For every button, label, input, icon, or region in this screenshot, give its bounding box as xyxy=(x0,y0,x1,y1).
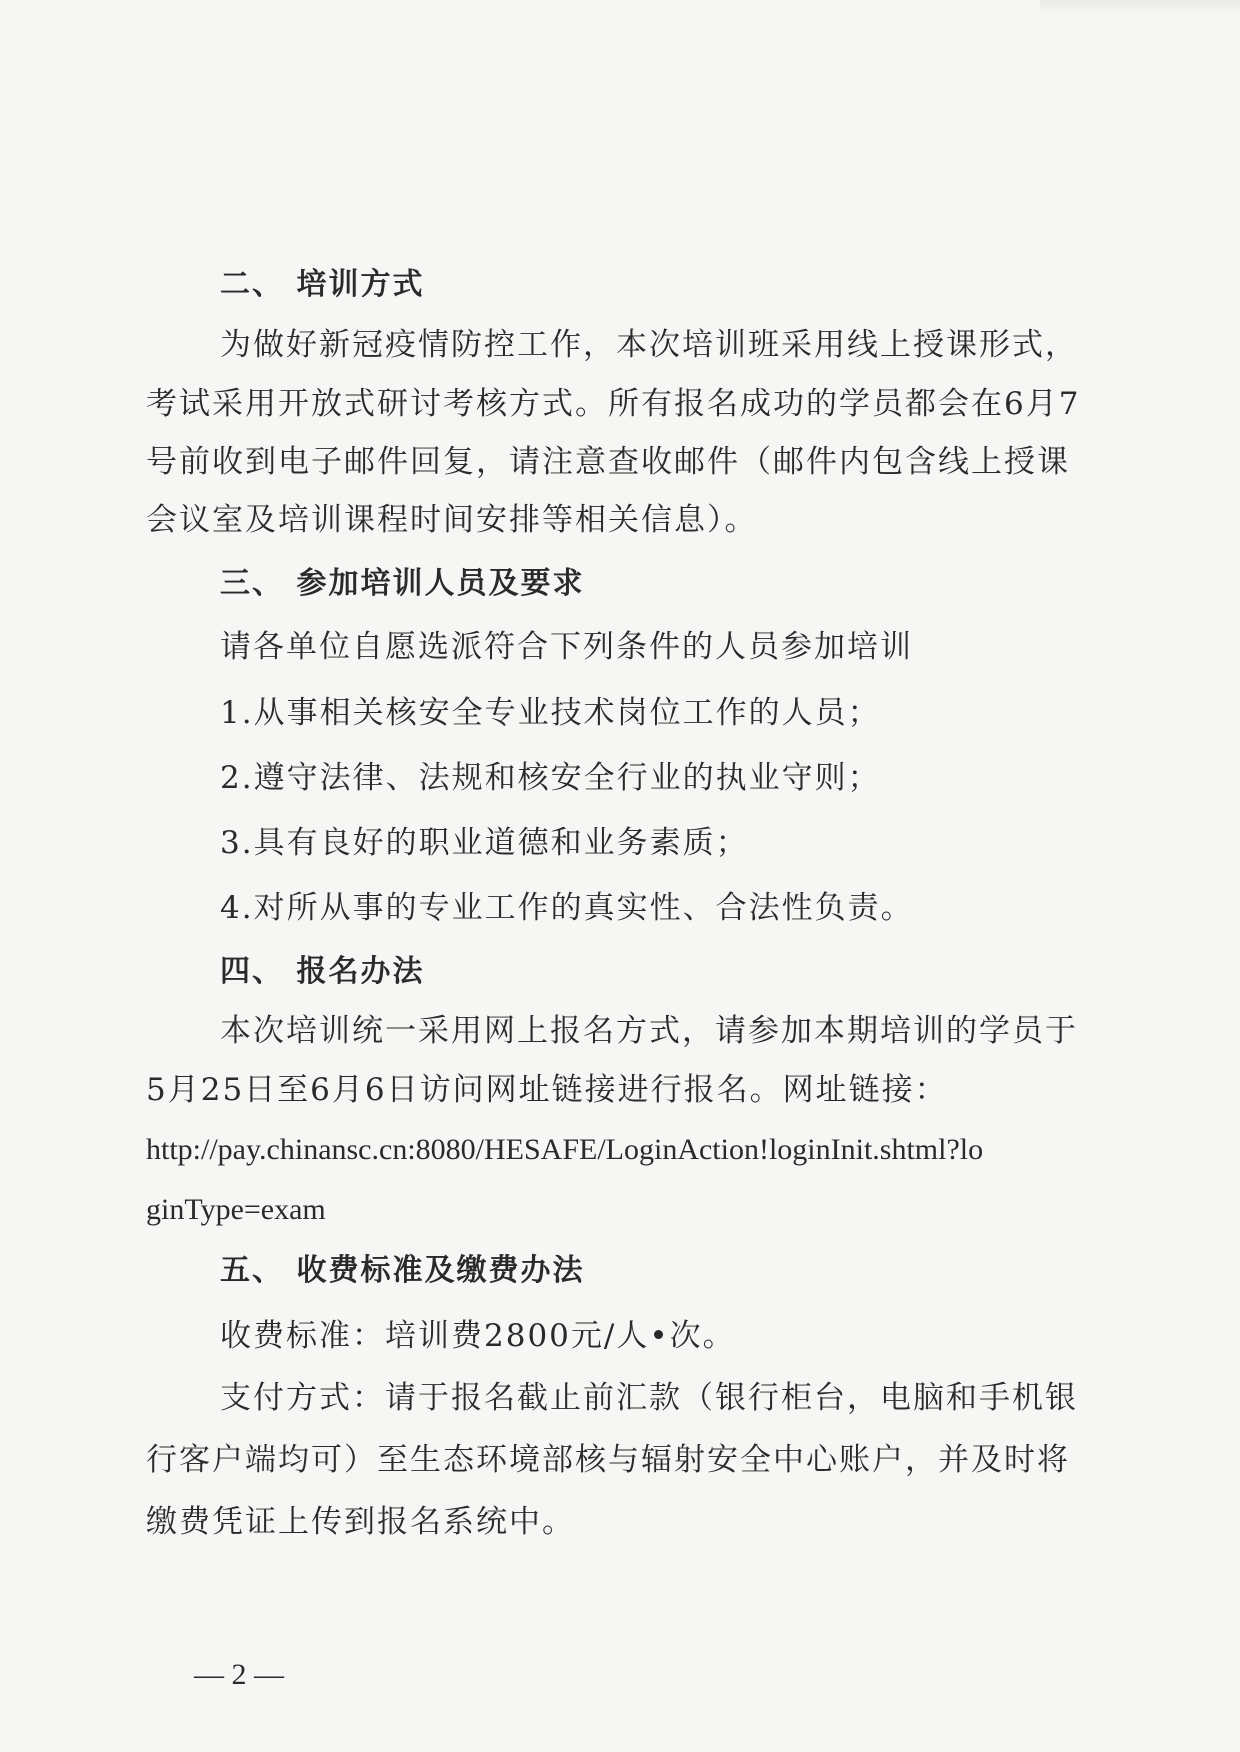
section-2-paragraph-line-2: 考试采用开放式研讨考核方式。所有报名成功的学员都会在6月7 xyxy=(146,386,1081,422)
section-5-payment-line-1: 支付方式：请于报名截止前汇款（银行柜台，电脑和手机银 xyxy=(220,1380,1078,1416)
section-4-paragraph-line-1: 本次培训统一采用网上报名方式，请参加本期培训的学员于 xyxy=(220,1013,1078,1049)
section-4-heading: 四、 报名办法 xyxy=(220,954,425,989)
scan-edge-shadow xyxy=(1040,0,1240,14)
section-3-item-1: 1.从事相关核安全专业技术岗位工作的人员； xyxy=(220,695,881,731)
section-4-paragraph-line-2: 5月25日至6月6日访问网址链接进行报名。网址链接： xyxy=(146,1072,948,1108)
section-5-fee-standard: 收费标准：培训费2800元/人•次。 xyxy=(220,1318,736,1354)
section-5-payment-line-2: 行客户端均可）至生态环境部核与辐射安全中心账户，并及时将 xyxy=(146,1442,1070,1478)
section-3-item-3: 3.具有良好的职业道德和业务素质； xyxy=(220,825,749,861)
section-3-item-2: 2.遵守法律、法规和核安全行业的执业守则； xyxy=(220,760,881,796)
section-2-heading: 二、 培训方式 xyxy=(220,267,425,302)
section-2-paragraph-line-4: 会议室及培训课程时间安排等相关信息）。 xyxy=(146,502,758,538)
section-5-payment-line-3: 缴费凭证上传到报名系统中。 xyxy=(146,1504,575,1540)
page-number: — 2 — xyxy=(194,1658,284,1691)
section-3-item-4: 4.对所从事的专业工作的真实性、合法性负责。 xyxy=(220,890,914,926)
section-3-intro: 请各单位自愿选派符合下列条件的人员参加培训 xyxy=(220,629,913,665)
section-2-paragraph-line-3: 号前收到电子邮件回复，请注意查收邮件（邮件内包含线上授课 xyxy=(146,444,1070,480)
section-3-heading: 三、 参加培训人员及要求 xyxy=(220,566,585,601)
section-2-paragraph-line-1: 为做好新冠疫情防控工作，本次培训班采用线上授课形式， xyxy=(220,327,1078,363)
registration-url-line-1: http://pay.chinansc.cn:8080/HESAFE/LoginAction!loginInit.shtml?lo xyxy=(146,1133,984,1166)
section-5-heading: 五、 收费标准及缴费办法 xyxy=(220,1253,585,1288)
registration-url-line-2: ginType=exam xyxy=(146,1193,326,1226)
